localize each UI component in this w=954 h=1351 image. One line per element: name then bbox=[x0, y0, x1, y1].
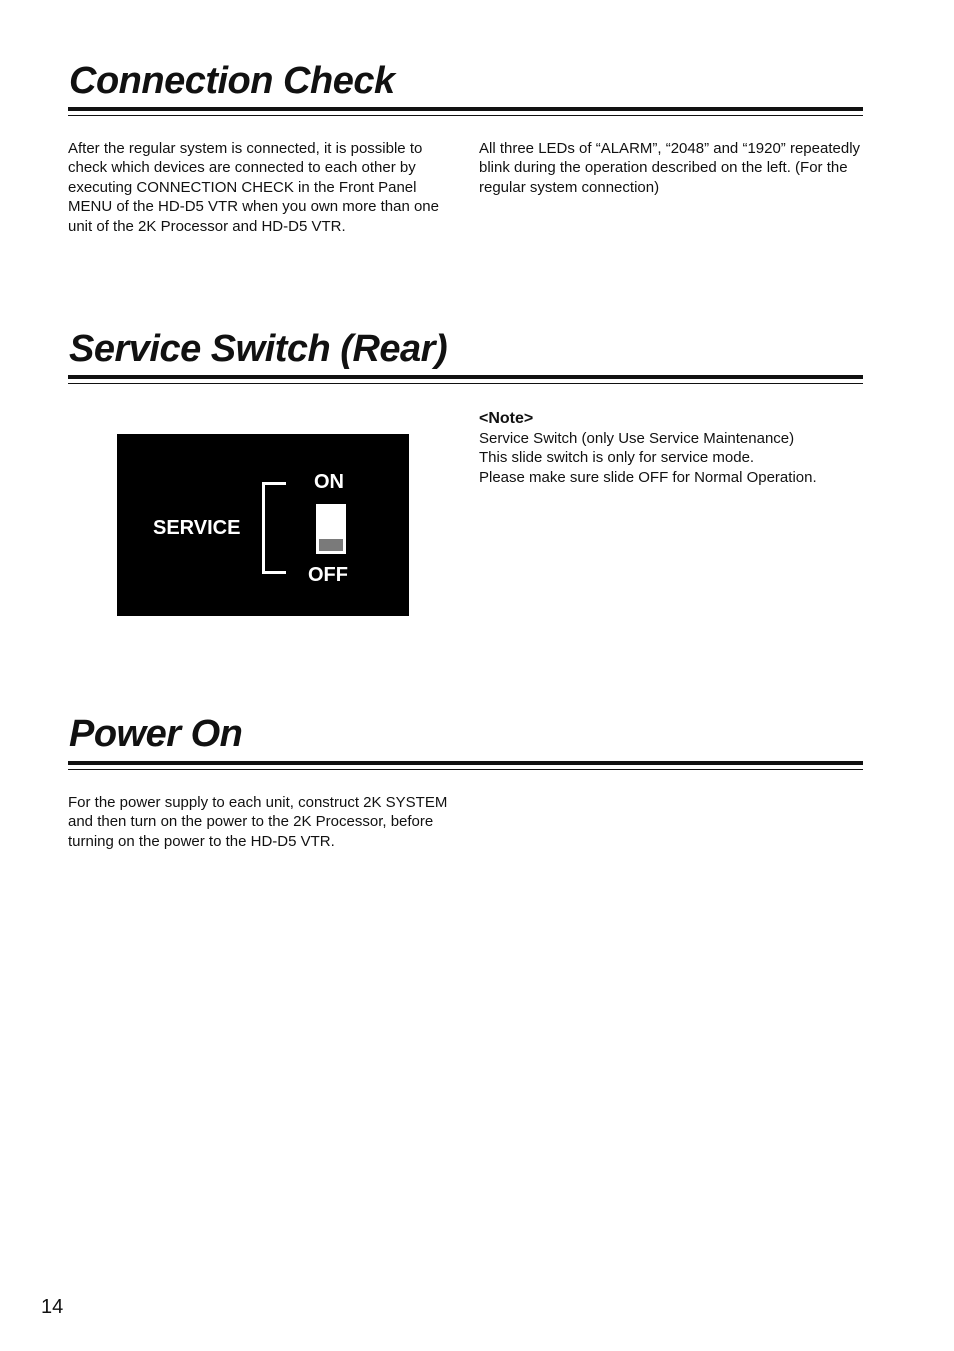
section-title-power-on: Power On bbox=[69, 713, 243, 755]
off-label: OFF bbox=[308, 564, 348, 586]
note-line: Service Switch (only Use Service Maintenance) bbox=[479, 430, 795, 447]
on-label: ON bbox=[314, 471, 344, 493]
title-rule-thin bbox=[68, 383, 863, 384]
page-number: 14 bbox=[41, 1296, 64, 1318]
service-label: SERVICE bbox=[153, 517, 241, 539]
slide-switch bbox=[316, 504, 346, 554]
connection-check-description: After the regular system is connected, it is possible to check which devices are connected to each other by executing CONNECTION CHECK in the Front Panel MENU of the HD-D5 VTR when you own more than one unit of the 2K Processor and HD-D5 VTR. bbox=[68, 140, 439, 235]
service-switch-diagram bbox=[117, 434, 409, 616]
connection-check-led-note: All three LEDs of “ALARM”, “2048” and “1920” repeatedly blink during the operation described on the left. (For the regular system connection) bbox=[479, 140, 861, 196]
note-line: Please make sure slide OFF for Normal Operation. bbox=[479, 468, 817, 486]
title-rule-thick bbox=[68, 761, 863, 765]
note-line: This slide switch is only for service mode. bbox=[479, 449, 755, 467]
note-title: <Note> bbox=[479, 410, 534, 427]
switch-bracket bbox=[262, 482, 286, 574]
power-on-description: For the power supply to each unit, construct 2K SYSTEM and then turn on the power to the 2K Processor, before turning on the power to the HD-D5 VTR. bbox=[68, 794, 448, 850]
title-rule-thin bbox=[68, 769, 863, 770]
section-title-service-switch: Service Switch (Rear) bbox=[69, 328, 448, 370]
section-title-connection-check: Connection Check bbox=[69, 60, 395, 102]
title-rule-thick bbox=[68, 107, 863, 111]
title-rule-thin bbox=[68, 115, 863, 116]
title-rule-thick bbox=[68, 375, 863, 379]
service-note bbox=[479, 409, 863, 487]
slide-switch-knob bbox=[319, 539, 343, 551]
